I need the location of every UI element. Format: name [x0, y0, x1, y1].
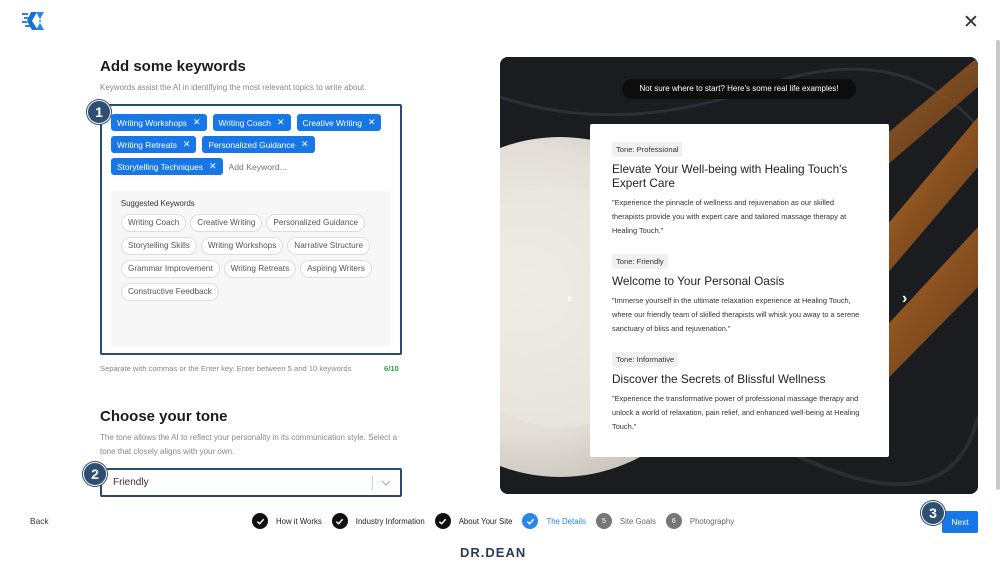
- examples-card: [590, 124, 889, 457]
- keyword-chip-label: Writing Retreats: [117, 139, 177, 150]
- keyword-chip: [202, 136, 314, 153]
- next-button[interactable]: Next: [942, 511, 978, 533]
- suggested-keyword-chip[interactable]: Grammar Improvement: [121, 260, 220, 278]
- example-text: "Immerse yourself in the ultimate relaxation experience at Healing Touch, where our friendly team of skilled therapists will whisk you away to a serene sanctuary of bliss and rejuvenation.": [612, 296, 860, 333]
- example-headline: Elevate Your Well-being with Healing Touch's Expert Care: [612, 162, 848, 190]
- keyword-chip: [111, 114, 207, 131]
- selected-keywords: [111, 114, 391, 175]
- suggested-keyword-chip[interactable]: Writing Coach: [121, 214, 186, 232]
- select-divider: [372, 476, 373, 490]
- suggested-keyword-chip[interactable]: Creative Writing: [190, 214, 262, 232]
- examples-banner: Not sure where to start? Here's some real life examples!: [622, 79, 856, 99]
- annotation-badge-3: 3: [921, 501, 945, 525]
- examples-preview: [500, 57, 978, 494]
- example-text: "Experience the transformative power of professional massage therapy and unlock a world of relaxation, pain relief, and enhanced well-being at Healing Touch.": [612, 394, 860, 431]
- suggested-keyword-chip[interactable]: Writing Workshops: [201, 237, 283, 255]
- keywords-count: 6/10: [384, 364, 399, 373]
- suggested-keyword-chip[interactable]: Aspiring Writers: [300, 260, 372, 278]
- progress-steps: [252, 513, 744, 529]
- scrollbar[interactable]: [996, 40, 1000, 490]
- remove-keyword-icon[interactable]: ✕: [192, 117, 201, 127]
- remove-keyword-icon[interactable]: ✕: [301, 139, 309, 149]
- keyword-chip-label: Creative Writing: [302, 117, 362, 128]
- tone-selected-value: Friendly: [113, 477, 149, 488]
- example-headline: Welcome to Your Personal Oasis: [612, 274, 785, 288]
- annotation-badge-2: 2: [83, 462, 107, 486]
- step-item[interactable]: [435, 513, 513, 529]
- tone-tag: Tone: Informative: [612, 352, 678, 367]
- example-item: [612, 139, 867, 238]
- keyword-chip-label: Personalized Guidance: [208, 139, 296, 150]
- keyword-chip: [111, 136, 196, 153]
- suggested-keywords-title: Suggested Keywords: [121, 199, 195, 208]
- annotation-badge-1: 1: [87, 100, 111, 124]
- suggested-keyword-chip[interactable]: Writing Retreats: [224, 260, 297, 278]
- keyword-chip: [297, 114, 382, 131]
- tone-title: Choose your tone: [100, 408, 228, 425]
- check-icon: [332, 513, 348, 529]
- back-button[interactable]: Back: [30, 516, 49, 526]
- close-icon[interactable]: ✕: [963, 12, 979, 33]
- add-keyword-input[interactable]: [229, 162, 309, 172]
- suggested-keywords-panel: [111, 191, 391, 346]
- remove-keyword-icon[interactable]: ✕: [367, 117, 376, 127]
- step-number: 5: [596, 513, 612, 529]
- keyword-chip-label: Writing Coach: [218, 117, 271, 128]
- suggested-keyword-chip[interactable]: Storytelling Skills: [121, 237, 197, 255]
- check-icon: [522, 513, 538, 529]
- example-item: [612, 251, 867, 336]
- suggested-keywords: [121, 214, 381, 301]
- tone-select[interactable]: [100, 468, 402, 497]
- tone-tag: Tone: Friendly: [612, 254, 668, 269]
- check-icon: [435, 513, 451, 529]
- k-logo-icon[interactable]: [22, 11, 48, 31]
- step-label: Photography: [689, 516, 735, 526]
- next-arrow-icon[interactable]: ›: [902, 290, 908, 307]
- remove-keyword-icon[interactable]: ✕: [182, 139, 191, 149]
- step-item[interactable]: [332, 513, 425, 529]
- step-item[interactable]: [252, 513, 322, 529]
- step-label: How it Works: [276, 516, 322, 526]
- step-item[interactable]: [522, 513, 585, 529]
- tone-description: The tone allows the AI to reflect your personality in its communication style. Select a tone that closely aligns with your own.: [100, 433, 398, 456]
- keyword-box: [100, 104, 402, 355]
- keywords-description: Keywords assist the AI in identifying the most relevant topics to write about.: [100, 83, 367, 92]
- keyword-chip-label: Storytelling Techniques: [117, 161, 203, 172]
- suggested-keyword-chip[interactable]: Personalized Guidance: [266, 214, 365, 232]
- step-label: Site Goals: [619, 516, 656, 526]
- step-label: The Details: [546, 516, 586, 526]
- keyword-chip-label: Writing Workshops: [117, 117, 187, 128]
- brand-logo: DR.DEAN: [460, 545, 527, 560]
- suggested-keyword-chip[interactable]: Constructive Feedback: [121, 283, 219, 301]
- step-number: 6: [666, 513, 682, 529]
- keywords-hint: Separate with commas or the Enter key. Enter between 5 and 10 keywords: [100, 364, 352, 373]
- keyword-chip: [111, 158, 223, 175]
- suggested-keyword-chip[interactable]: Narrative Structure: [287, 237, 370, 255]
- step-item[interactable]: [596, 513, 656, 529]
- tone-tag: Tone: Professional: [612, 142, 682, 157]
- remove-keyword-icon[interactable]: ✕: [208, 161, 217, 171]
- example-text: "Experience the pinnacle of wellness and rejuvenation as our skilled therapists provide you with expert care and tailored massage therapy at Healing Touch.": [612, 198, 847, 235]
- prev-arrow-icon[interactable]: ‹: [567, 290, 573, 307]
- check-icon: [252, 513, 268, 529]
- chevron-down-icon[interactable]: [380, 477, 392, 489]
- step-label: About Your Site: [458, 516, 513, 526]
- remove-keyword-icon[interactable]: ✕: [276, 117, 285, 127]
- keywords-title: Add some keywords: [100, 58, 246, 75]
- step-label: Industry Information: [355, 516, 425, 526]
- step-item[interactable]: [666, 513, 734, 529]
- example-item: [612, 349, 867, 434]
- keyword-chip: [213, 114, 291, 131]
- example-headline: Discover the Secrets of Blissful Wellness: [612, 372, 826, 386]
